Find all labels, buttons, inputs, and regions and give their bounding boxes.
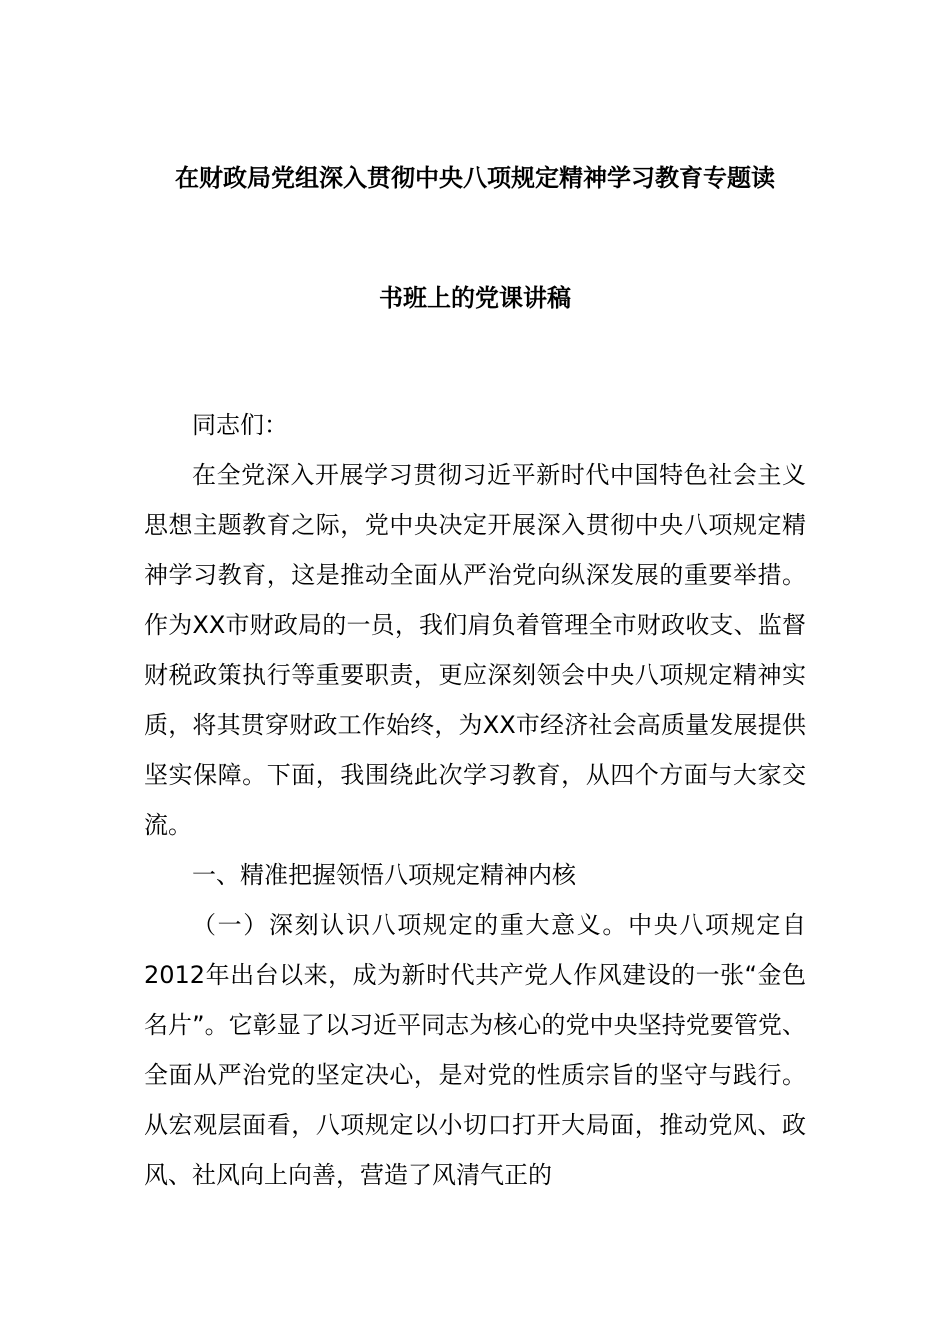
section-heading-1: 一、精准把握领悟八项规定精神内核 bbox=[192, 861, 576, 889]
document-title-line-2: 书班上的党课讲稿 bbox=[379, 284, 571, 312]
paragraph-intro: 在全党深入开展学习贯彻习近平新时代中国特色社会主义思想主题教育之际，党中央决定开展深入贯彻中央八项规定精神学习教育，这是推动全面从严治党向纵深发展的重要举措。作为XX市财政局的一员，我们肩负着管理全市财政收支、监督财税政策执行等重要职责，更应深刻领会中央八项规定精神实质，将其贯穿财政工作始终，为XX市经济社会高质量发展提供坚实保障。下面，我围绕此次学习教育，从四个方面与大家交流。 bbox=[144, 461, 806, 839]
salutation: 同志们： bbox=[192, 411, 288, 439]
document-title-line-1: 在财政局党组深入贯彻中央八项规定精神学习教育专题读 bbox=[175, 164, 775, 192]
paragraph-subsection-1: （一）深刻认识八项规定的重大意义。中央八项规定自2012年出台以来，成为新时代共产党人作风建设的一张“金色名片”。它彰显了以习近平同志为核心的党中央坚持党要管党、全面从严治党的坚定决心，是对党的性质宗旨的坚守与践行。从宏观层面看，八项规定以小切口打开大局面，推动党风、政风、社风向上向善，营造了风清气正的 bbox=[144, 911, 806, 1189]
document-body bbox=[144, 400, 806, 1200]
